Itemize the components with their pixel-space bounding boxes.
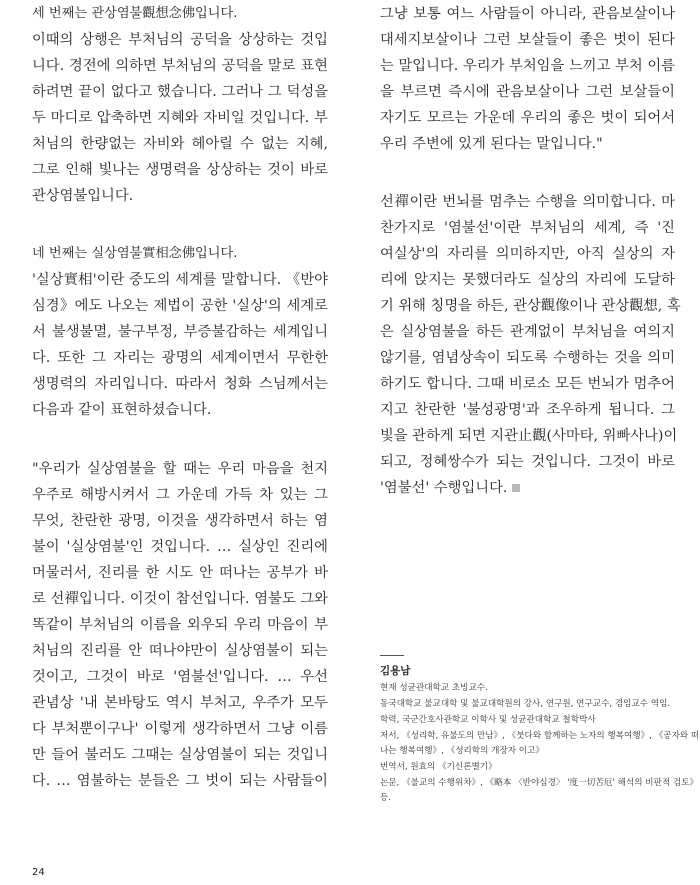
quote-line: 대세지보살이나 그런 보살들이 좋은 벗이 된다 <box>380 32 675 48</box>
quote-line: 만 들어 불러도 그때는 실상염불이 되는 것입니 <box>32 747 328 763</box>
body-text-line: 지고 찬란한 '불성광명'과 조우하게 됩니다. 그 <box>380 402 675 418</box>
quote-line: 무엇, 찬란한 광명, 이것을 생각하면서 하는 염 <box>32 513 328 529</box>
body-text-line: 하기도 합니다. 그때 비로소 모든 번뇌가 멈추어 <box>380 376 675 392</box>
quote-line: 우리 주변에 있게 된다는 말입니다." <box>380 136 603 152</box>
quote-line: "우리가 실상염불을 할 때는 우리 마음을 천지 <box>32 461 328 477</box>
body-text-line: 찬가지로 '염불선'이란 부처님의 세계, 즉 '진 <box>380 220 675 236</box>
closing-text: '염불선' 수행입니다. <box>380 480 508 496</box>
body-text-line: 않기를, 염념상속이 되도록 수행하는 것을 의미 <box>380 350 675 366</box>
quote-line: 똑같이 부처님의 이름을 외우되 우리 마음이 부 <box>32 617 328 633</box>
body-text-line: 은 실상염불을 하든 관계없이 부처님을 여의지 <box>380 324 675 340</box>
body-text-line: 그로 인해 빛나는 생명력을 상상하는 것이 바로 <box>32 162 328 178</box>
quote-line: 다 부처뿐이구나' 이렇게 생각하면서 그냥 이름 <box>32 721 328 737</box>
quote-line: 머물러서, 진리를 한 시도 안 떠나는 공부가 바 <box>32 565 328 581</box>
quote-line: 다. … 염불하는 분들은 그 벗이 되는 사람들이 <box>32 773 328 789</box>
body-text-line: 하려면 끝이 없다고 했습니다. 그러나 그 덕성을 <box>32 84 328 100</box>
author-bio-line: 등. <box>380 793 392 803</box>
author-name: 김용남 <box>380 665 411 677</box>
body-text-line: 되고, 정혜쌍수가 되는 것입니다. 그것이 바로 <box>380 454 675 470</box>
quote-line: 는 말입니다. 우리가 부처임을 느끼고 부처 이름 <box>380 58 675 74</box>
body-text-line: 생명력의 자리입니다. 따라서 청화 스님께서는 <box>32 376 328 392</box>
author-bio-line: 저서, 《성리학, 유불도의 만남》, 《붓다와 함께하는 노자의 행복여행》, 《공자와 떠 <box>380 731 700 741</box>
body-text-line: 기 위해 칭명을 하든, 관상觀像이나 관상觀想, 혹 <box>380 298 681 314</box>
author-bio-line: 논문, 《불교의 수행위차》, 《略本 〈반야심경〉 '度一切苦厄' 해석의 비판적 검토》 <box>380 778 699 788</box>
section-heading-4: 네 번째는 실상염불實相念佛입니다. <box>32 246 238 261</box>
body-text-line: 처님의 한량없는 자비와 헤아릴 수 없는 지혜, <box>32 136 328 152</box>
body-text-line: 이때의 상행은 부처님의 공덕을 상상하는 것입 <box>32 32 328 48</box>
quote-line: 그냥 보통 여느 사람들이 아니라, 관음보살이나 <box>380 6 675 22</box>
author-bio-line: 나는 행복여행》, 《성리학의 개장자 이고》 <box>380 746 544 756</box>
body-text-line: 서 불생불멸, 불구부정, 부증불감하는 세계입니 <box>32 324 328 340</box>
body-text-line: 심경》에도 나오는 제법이 공한 '실상'의 세계로 <box>32 298 328 314</box>
page-number: 24 <box>32 867 45 878</box>
body-text-line: 다. 또한 그 자리는 광명의 세계이면서 무한한 <box>32 350 328 366</box>
quote-line: 처님의 진리를 안 떠나야만이 실상염불이 되는 <box>32 643 328 659</box>
quote-line: 을 부르면 즉시에 관음보살이나 그런 보살들이 <box>380 84 675 100</box>
body-text-line: 빛을 관하게 되면 지관止觀(사마타, 위빠사나)이 <box>380 428 678 444</box>
section-heading-3: 세 번째는 관상염불觀想念佛입니다. <box>32 6 238 21</box>
author-bio-line: 동국대학교 불교대학 및 불교대학원의 강사, 연구원, 연구교수, 겸임교수 역임. <box>380 699 671 709</box>
body-text-line: 리에 앉지는 못했더라도 실상의 자리에 도달하 <box>380 272 675 288</box>
bio-divider <box>380 655 404 656</box>
body-text-line: '실상實相'이란 중도의 세계를 말합니다. 《반야 <box>32 272 328 288</box>
quote-line: 것이고, 그것이 바로 '염불선'입니다. … 우선 <box>32 669 328 685</box>
body-text-line: 여실상'의 자리를 의미하지만, 아직 실상의 자 <box>380 246 675 262</box>
body-text-line: 니다. 경전에 의하면 부처님의 공덕을 말로 표현 <box>32 58 328 74</box>
quote-line: 로 선禪입니다. 이것이 참선입니다. 염불도 그와 <box>32 591 328 607</box>
quote-line: 불이 '실상염불'인 것입니다. … 실상인 진리에 <box>32 539 328 555</box>
quote-line: 자기도 모르는 가운데 우리의 좋은 벗이 되어서 <box>380 110 675 126</box>
body-text-line <box>380 478 675 498</box>
quote-line: 우주로 해방시켜서 그 가운데 가득 차 있는 그 <box>32 487 328 503</box>
author-bio-line: 학력, 국군간호사관학교 이학사 및 성균관대학교 철학박사 <box>380 715 596 725</box>
end-mark-icon <box>512 484 520 492</box>
body-text-line: 선禪이란 번뇌를 멈추는 수행을 의미합니다. 마 <box>380 194 675 210</box>
body-text-line: 관상염불입니다. <box>32 188 134 204</box>
quote-line: 관념상 '내 본바탕도 역시 부처고, 우주가 모두 <box>32 695 328 711</box>
author-bio-line: 번역서, 원효의 《기신론별기》 <box>380 762 497 772</box>
body-text-line: 두 마디로 압축하면 지혜와 자비일 것입니다. 부 <box>32 110 328 126</box>
body-text-line: 다음과 같이 표현하셨습니다. <box>32 402 212 418</box>
author-bio-line: 현재 성균관대학교 초빙교수. <box>380 683 488 693</box>
